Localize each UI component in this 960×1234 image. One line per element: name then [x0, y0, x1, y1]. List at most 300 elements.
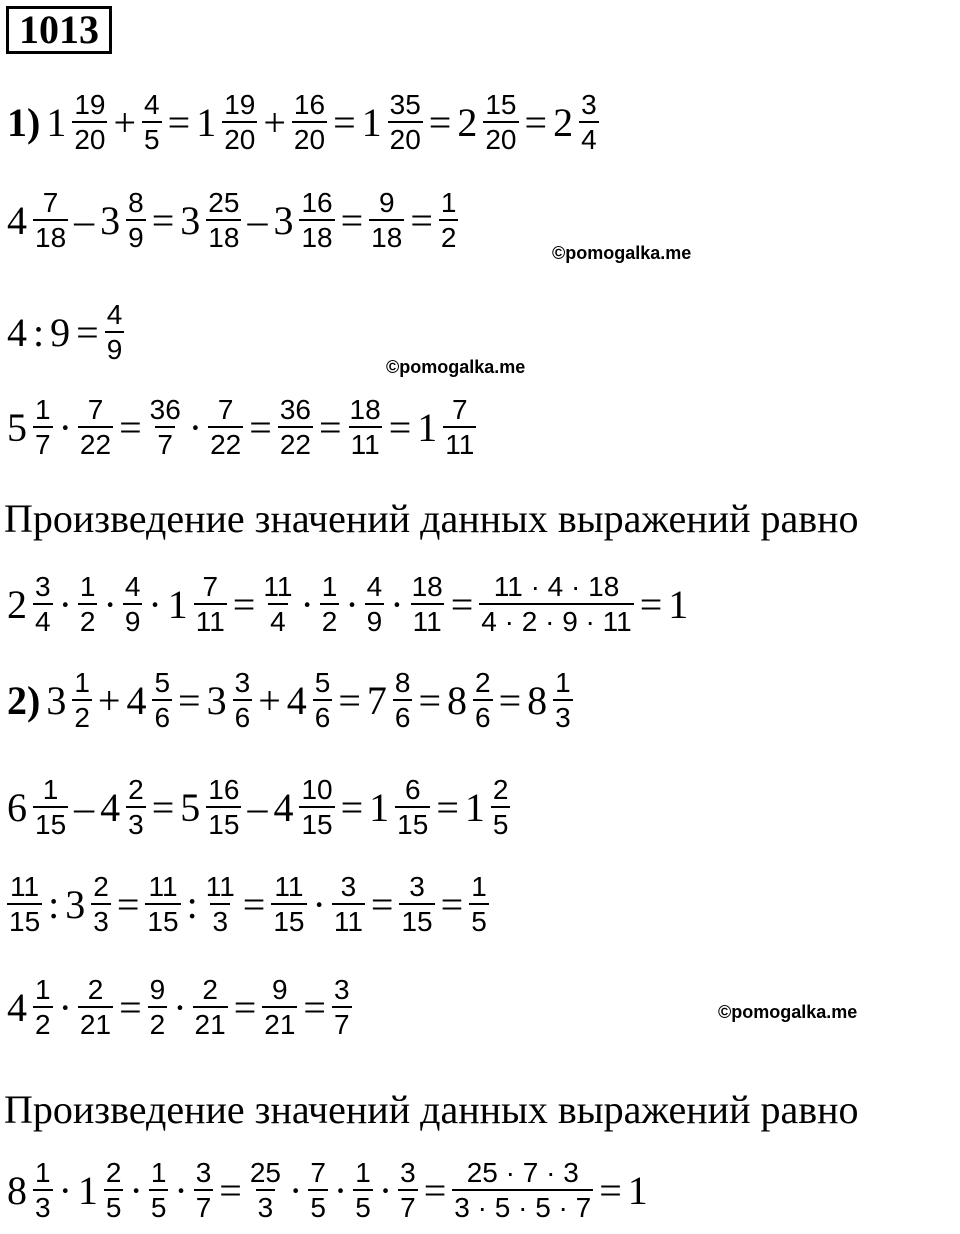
- fraction-numerator: 2: [105, 1157, 122, 1188]
- fraction-denominator: 15: [7, 903, 42, 936]
- fraction-denominator: 6: [233, 699, 253, 732]
- fraction-numerator: 25 · 7 · 3: [466, 1157, 579, 1188]
- math-token: ·: [58, 1167, 72, 1213]
- math-token: 1: [196, 99, 217, 145]
- watermark: ©pomogalka.me: [386, 357, 526, 377]
- math-token: 1: [668, 581, 689, 627]
- fraction-numerator: 7: [310, 1157, 326, 1188]
- math-token: ·: [333, 1167, 348, 1213]
- fraction: [78, 395, 113, 460]
- fraction-numerator: 1: [79, 571, 96, 602]
- fraction-numerator: 16: [208, 774, 240, 805]
- fraction-denominator: 18: [369, 219, 404, 252]
- fraction-denominator: 2: [320, 603, 340, 636]
- math-token: –: [247, 784, 268, 830]
- fraction-denominator: 11: [443, 426, 476, 459]
- math-token: 1: [77, 1167, 98, 1213]
- fraction: [33, 775, 68, 840]
- math-token: =: [76, 309, 99, 355]
- math-token: =: [370, 881, 394, 927]
- fraction-denominator: 15: [399, 903, 434, 936]
- fraction: [208, 395, 243, 460]
- fraction: [332, 975, 352, 1040]
- fraction: [398, 1158, 418, 1223]
- fraction-numerator: 7: [42, 187, 59, 218]
- fraction-numerator: 2: [475, 667, 491, 698]
- fraction: [365, 572, 385, 637]
- math-token: –: [247, 197, 268, 243]
- fraction-denominator: 15: [206, 806, 241, 839]
- fraction-numerator: 1: [74, 667, 90, 698]
- fraction: [222, 90, 257, 155]
- fraction-numerator: 18: [349, 394, 381, 425]
- fraction-numerator: 2: [202, 974, 218, 1005]
- fraction-numerator: 19: [74, 89, 106, 120]
- fraction-denominator: 7: [194, 1189, 214, 1222]
- math-line: [4, 572, 691, 637]
- fraction-numerator: 2: [87, 974, 104, 1005]
- math-token: ·: [58, 581, 72, 627]
- fraction-numerator: 35: [389, 89, 421, 120]
- math-token: ·: [345, 581, 359, 627]
- math-token: ·: [174, 1167, 188, 1213]
- fraction: [145, 872, 180, 937]
- math-token: 8: [7, 1167, 27, 1213]
- math-token: =: [318, 404, 342, 450]
- fraction-numerator: 2: [128, 774, 144, 805]
- fraction-numerator: 11 · 4 · 18: [493, 571, 620, 602]
- fraction: [399, 872, 434, 937]
- fraction-numerator: 3: [581, 89, 597, 120]
- fraction: [299, 188, 334, 253]
- math-token: 5: [7, 404, 27, 450]
- fraction-numerator: 11: [10, 871, 40, 902]
- math-token: 9: [50, 309, 71, 355]
- fraction-numerator: 15: [485, 89, 517, 120]
- fraction-numerator: 16: [293, 89, 326, 120]
- fraction: [142, 90, 162, 155]
- fraction: [320, 572, 340, 637]
- fraction-denominator: 15: [395, 806, 430, 839]
- fraction-numerator: 3: [400, 1157, 416, 1188]
- fraction-numerator: 10: [301, 774, 333, 805]
- fraction-denominator: 3: [210, 903, 230, 936]
- fraction-numerator: 11: [205, 871, 235, 902]
- math-token: 2: [7, 581, 27, 627]
- fraction: [248, 1158, 283, 1223]
- problem-number: 1013: [6, 6, 112, 54]
- fraction-denominator: 4: [579, 121, 599, 154]
- fraction-numerator: 1: [321, 571, 338, 602]
- fraction-numerator: 3: [333, 974, 350, 1005]
- math-token: 3: [180, 197, 201, 243]
- fraction-denominator: 20: [292, 121, 327, 154]
- fraction-denominator: 20: [72, 121, 107, 154]
- fraction-numerator: 9: [378, 187, 395, 218]
- fraction: [233, 668, 253, 733]
- math-token: 4: [273, 784, 294, 830]
- math-token: =: [119, 984, 142, 1030]
- math-line: [4, 775, 513, 840]
- fraction: [271, 872, 306, 937]
- fraction-denominator: 22: [78, 426, 113, 459]
- fraction-denominator: 18: [33, 219, 68, 252]
- fraction-numerator: 7: [217, 394, 234, 425]
- fraction: [395, 775, 430, 840]
- math-token: 3: [65, 881, 86, 927]
- fraction-denominator: 20: [222, 121, 257, 154]
- fraction: [91, 872, 111, 937]
- math-line: [4, 668, 576, 733]
- fraction-numerator: 7: [87, 394, 104, 425]
- fraction: [443, 395, 476, 460]
- fraction: [149, 1158, 169, 1223]
- fraction-numerator: 11: [263, 571, 293, 602]
- fraction-numerator: 36: [279, 394, 311, 425]
- math-token: 1: [46, 99, 67, 145]
- math-token: =: [388, 404, 412, 450]
- math-token: 6: [7, 784, 27, 830]
- fraction-numerator: 11: [148, 871, 178, 902]
- fraction-denominator: 18: [299, 219, 334, 252]
- math-token: =: [119, 404, 142, 450]
- fraction-denominator: 9: [123, 603, 143, 636]
- fraction: [148, 975, 168, 1040]
- fraction-numerator: 1: [42, 774, 59, 805]
- math-line: [4, 90, 602, 155]
- fraction: [194, 572, 227, 637]
- fraction-denominator: 3: [91, 903, 111, 936]
- math-token: 4: [7, 309, 27, 355]
- fraction-denominator: 22: [208, 426, 243, 459]
- fraction-numerator: 2: [492, 774, 509, 805]
- math-token: 8: [527, 677, 548, 723]
- math-token: =: [423, 1167, 447, 1213]
- fraction: [33, 572, 53, 637]
- math-token: 4: [7, 984, 27, 1030]
- fraction-numerator: 4: [366, 571, 383, 602]
- math-token: 4: [286, 677, 307, 723]
- fraction: [123, 572, 143, 637]
- fraction-denominator: 7: [33, 426, 53, 459]
- fraction: [126, 775, 146, 840]
- fraction-numerator: 36: [149, 394, 181, 425]
- fraction-denominator: 4: [33, 603, 53, 636]
- fraction: [206, 188, 241, 253]
- fraction: [332, 872, 365, 937]
- math-token: 1: [417, 404, 438, 450]
- math-token: 1: [369, 784, 390, 830]
- math-token: :: [186, 881, 198, 927]
- fraction-denominator: 3: [126, 806, 146, 839]
- math-token: +: [97, 677, 121, 723]
- fraction-denominator: 3: [33, 1189, 53, 1222]
- math-line: [4, 1158, 651, 1223]
- math-token: =: [340, 197, 364, 243]
- fraction-denominator: 2: [72, 699, 92, 732]
- fraction: [148, 395, 183, 460]
- math-token: =: [410, 197, 433, 243]
- fraction-numerator: 3: [195, 1157, 212, 1188]
- math-token: =: [151, 784, 175, 830]
- fraction: [78, 975, 113, 1040]
- math-token: 5: [180, 784, 201, 830]
- fraction-denominator: 11: [332, 903, 365, 936]
- fraction-numerator: 4: [144, 89, 160, 120]
- math-token: 4: [100, 784, 121, 830]
- math-token: =: [338, 677, 361, 723]
- fraction: [473, 668, 493, 733]
- item-label: 2): [7, 677, 41, 723]
- fraction: [299, 775, 334, 840]
- math-token: +: [113, 99, 137, 145]
- math-token: 1: [167, 581, 188, 627]
- watermark: ©pomogalka.me: [552, 243, 692, 263]
- math-token: :: [48, 881, 60, 927]
- fraction-denominator: 6: [152, 699, 172, 732]
- fraction-denominator: 5: [104, 1189, 124, 1222]
- math-token: ·: [129, 1167, 143, 1213]
- fraction-denominator: 15: [145, 903, 180, 936]
- math-token: =: [219, 1167, 242, 1213]
- fraction-denominator: 5: [308, 1189, 328, 1222]
- fraction: [7, 872, 42, 937]
- fraction-denominator: 6: [393, 699, 413, 732]
- fraction-numerator: 18: [411, 571, 443, 602]
- fraction-numerator: 8: [128, 187, 144, 218]
- fraction: [262, 975, 297, 1040]
- fraction: [348, 395, 383, 460]
- fraction: [469, 872, 489, 937]
- fraction: [313, 668, 333, 733]
- fraction-numerator: 1: [471, 871, 487, 902]
- conclusion-text-1: Произведение значений данных выражений равно: [4, 496, 859, 541]
- math-token: ·: [300, 581, 314, 627]
- fraction-denominator: 3 · 5 · 5 · 7: [452, 1189, 593, 1222]
- fraction: [479, 572, 633, 637]
- fraction-denominator: 22: [278, 426, 313, 459]
- math-token: 3: [273, 197, 294, 243]
- fraction-denominator: 2: [148, 1006, 168, 1039]
- math-token: 7: [366, 677, 387, 723]
- fraction-denominator: 5: [491, 806, 511, 839]
- math-token: 4: [7, 197, 27, 243]
- math-token: =: [232, 581, 256, 627]
- fraction-denominator: 21: [262, 1006, 297, 1039]
- fraction: [105, 300, 125, 365]
- fraction: [308, 1158, 328, 1223]
- fraction-denominator: 20: [483, 121, 518, 154]
- fraction-denominator: 20: [388, 121, 423, 154]
- fraction: [553, 668, 573, 733]
- fraction-denominator: 7: [398, 1189, 418, 1222]
- fraction: [206, 775, 241, 840]
- math-token: –: [74, 784, 95, 830]
- fraction-denominator: 3: [553, 699, 573, 732]
- fraction: [33, 188, 68, 253]
- math-token: 3: [206, 677, 227, 723]
- fraction-denominator: 15: [33, 806, 68, 839]
- fraction-numerator: 4: [106, 299, 123, 330]
- math-token: =: [116, 881, 140, 927]
- math-token: 2: [457, 99, 478, 145]
- math-line: [4, 975, 355, 1040]
- fraction-denominator: 2: [33, 1006, 53, 1039]
- math-token: ·: [289, 1167, 303, 1213]
- fraction: [278, 395, 313, 460]
- fraction-denominator: 15: [271, 903, 306, 936]
- fraction: [72, 90, 107, 155]
- math-token: =: [599, 1167, 622, 1213]
- math-token: 3: [46, 677, 67, 723]
- math-token: =: [340, 784, 364, 830]
- conclusion-text-2: Произведение значений данных выражений равно: [4, 1087, 859, 1132]
- fraction-numerator: 4: [124, 571, 141, 602]
- fraction-denominator: 9: [365, 603, 385, 636]
- fraction-numerator: 5: [154, 667, 171, 698]
- math-token: =: [428, 99, 452, 145]
- fraction-denominator: 9: [126, 219, 146, 252]
- fraction: [193, 975, 228, 1040]
- math-line: [4, 300, 127, 365]
- math-token: =: [242, 881, 266, 927]
- fraction-numerator: 25: [208, 187, 240, 218]
- fraction-numerator: 5: [314, 667, 331, 698]
- watermark: ©pomogalka.me: [718, 1002, 858, 1022]
- math-token: 1: [361, 99, 382, 145]
- fraction-numerator: 1: [440, 187, 457, 218]
- math-token: =: [450, 581, 474, 627]
- fraction: [33, 975, 53, 1040]
- math-token: :: [33, 309, 45, 355]
- fraction-numerator: 9: [149, 974, 166, 1005]
- fraction-numerator: 9: [272, 974, 288, 1005]
- fraction: [491, 775, 511, 840]
- math-token: =: [498, 677, 522, 723]
- math-token: =: [418, 677, 442, 723]
- fraction: [261, 572, 294, 637]
- fraction-numerator: 1: [150, 1157, 167, 1188]
- math-token: ·: [188, 404, 203, 450]
- math-token: ·: [58, 984, 72, 1030]
- math-line: [4, 872, 492, 937]
- fraction: [483, 90, 518, 155]
- fraction: [353, 1158, 373, 1223]
- math-token: =: [249, 404, 272, 450]
- math-token: =: [639, 581, 663, 627]
- fraction-denominator: 5: [142, 121, 162, 154]
- fraction: [126, 188, 146, 253]
- fraction: [452, 1158, 593, 1223]
- math-token: 2: [553, 99, 574, 145]
- fraction-denominator: 5: [469, 903, 489, 936]
- fraction: [388, 90, 423, 155]
- fraction: [152, 668, 172, 733]
- math-token: 4: [126, 677, 147, 723]
- math-token: ·: [148, 581, 162, 627]
- fraction-numerator: 16: [301, 187, 333, 218]
- fraction-numerator: 7: [452, 394, 468, 425]
- math-token: =: [178, 677, 201, 723]
- fraction-numerator: 8: [394, 667, 411, 698]
- fraction-denominator: 2: [439, 219, 459, 252]
- fraction-denominator: 4: [268, 603, 288, 636]
- fraction-denominator: 4 · 2 · 9 · 11: [479, 603, 633, 636]
- math-token: –: [74, 197, 95, 243]
- math-token: ·: [312, 881, 326, 927]
- math-token: =: [436, 784, 459, 830]
- math-token: =: [333, 99, 356, 145]
- fraction: [393, 668, 413, 733]
- fraction: [194, 1158, 214, 1223]
- math-token: 8: [447, 677, 468, 723]
- fraction: [579, 90, 599, 155]
- fraction-denominator: 18: [206, 219, 241, 252]
- fraction: [204, 872, 237, 937]
- fraction-numerator: 25: [249, 1157, 282, 1188]
- fraction: [292, 90, 327, 155]
- fraction: [33, 395, 53, 460]
- fraction-numerator: 3: [234, 667, 251, 698]
- math-token: =: [303, 984, 326, 1030]
- fraction-numerator: 3: [340, 871, 357, 902]
- math-token: =: [524, 99, 548, 145]
- fraction-denominator: 5: [353, 1189, 373, 1222]
- fraction-numerator: 1: [35, 1157, 51, 1188]
- fraction: [72, 668, 92, 733]
- fraction-denominator: 7: [155, 426, 175, 459]
- math-line: [4, 188, 461, 253]
- item-label: 1): [7, 99, 41, 145]
- fraction-numerator: 2: [93, 871, 109, 902]
- fraction-numerator: 7: [202, 571, 219, 602]
- math-token: +: [258, 677, 281, 723]
- fraction-denominator: 11: [349, 426, 382, 459]
- math-token: ·: [58, 404, 72, 450]
- math-token: 3: [100, 197, 121, 243]
- fraction: [439, 188, 459, 253]
- math-token: 1: [464, 784, 485, 830]
- fraction-denominator: 11: [194, 603, 227, 636]
- fraction-denominator: 15: [299, 806, 334, 839]
- fraction-denominator: 5: [149, 1189, 169, 1222]
- fraction: [104, 1158, 124, 1223]
- math-token: =: [440, 881, 464, 927]
- fraction-numerator: 1: [35, 974, 51, 1005]
- fraction-denominator: 21: [193, 1006, 228, 1039]
- fraction-numerator: 6: [404, 774, 421, 805]
- math-token: ·: [390, 581, 404, 627]
- fraction-numerator: 3: [35, 571, 51, 602]
- math-token: +: [263, 99, 286, 145]
- math-token: =: [151, 197, 175, 243]
- fraction: [410, 572, 445, 637]
- fraction: [33, 1158, 53, 1223]
- fraction-numerator: 1: [355, 1157, 371, 1188]
- fraction-denominator: 21: [78, 1006, 113, 1039]
- fraction-denominator: 3: [256, 1189, 276, 1222]
- math-token: =: [167, 99, 191, 145]
- fraction-numerator: 1: [555, 667, 571, 698]
- math-token: =: [233, 984, 257, 1030]
- fraction-denominator: 9: [105, 331, 125, 364]
- math-token: ·: [173, 984, 187, 1030]
- fraction-denominator: 6: [473, 699, 493, 732]
- fraction-denominator: 2: [78, 603, 98, 636]
- fraction-denominator: 6: [313, 699, 333, 732]
- fraction-numerator: 3: [409, 871, 425, 902]
- math-line: [4, 395, 479, 460]
